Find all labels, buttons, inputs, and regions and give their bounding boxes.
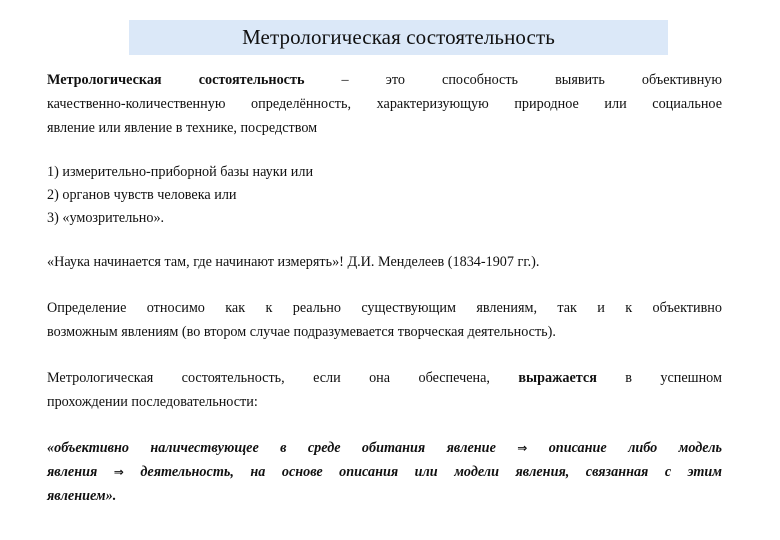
quote-line [47,250,722,274]
definition-line-1-rest: – это способность выявить объективную [304,72,722,88]
applicability-line-1: Определение относимо как к реально существующим явлениям, так и к объективно [47,300,722,316]
sequence-line-1 [47,436,722,460]
means-list [47,160,722,230]
expression-paragraph [47,366,722,414]
applicability-paragraph [47,296,722,344]
implies-arrow-icon: ⇒ [517,441,528,455]
implies-arrow-icon: ⇒ [113,465,124,479]
slide-content [47,68,722,508]
sequence-line-1-a: «объективно наличествующее в среде обитания явление [47,440,518,456]
sequence-line-2 [47,460,722,484]
sequence-line-1-b: описание либо модель [527,440,722,456]
sequence-line-3: явлением». [47,488,117,504]
sequence-line-2-a: явления [47,464,114,480]
definition-line-1 [47,68,722,92]
quote-paragraph [47,250,722,274]
quote-author: Д.И. Менделеев [347,254,445,270]
expression-line-1-end: в успешном [596,370,722,386]
definition-paragraph [47,68,722,140]
expression-keyword: выражается [518,370,597,386]
title-banner [129,20,668,55]
list-item: 3) «умозрительно». [47,210,165,226]
page-title: Метрологическая состоятельность [242,25,555,49]
quote-text: «Наука начинается там, где начинают измерять»! [47,254,348,270]
definition-term: Метрологическая состоятельность [47,72,305,88]
sequence-paragraph [47,436,722,508]
expression-line-2: прохождении последовательности: [47,394,258,410]
definition-line-2: качественно-количественную определённость, характеризующую природное или социальное [47,96,722,112]
sequence-line-2-b: деятельность, на основе описания или модели явления, связанная с этим [123,464,722,480]
list-item: 2) органов чувств человека или [47,187,237,203]
applicability-line-2: возможным явлениям (во втором случае подразумевается творческая деятельность). [47,324,556,340]
quote-years: (1834-1907 гг.). [444,254,540,270]
expression-line-1 [47,366,722,390]
list-item: 1) измерительно-приборной базы науки или [47,164,314,180]
definition-line-3: явление или явление в технике, посредством [47,120,318,136]
expression-line-1-start: Метрологическая состоятельность, если она обеспечена, [47,370,519,386]
